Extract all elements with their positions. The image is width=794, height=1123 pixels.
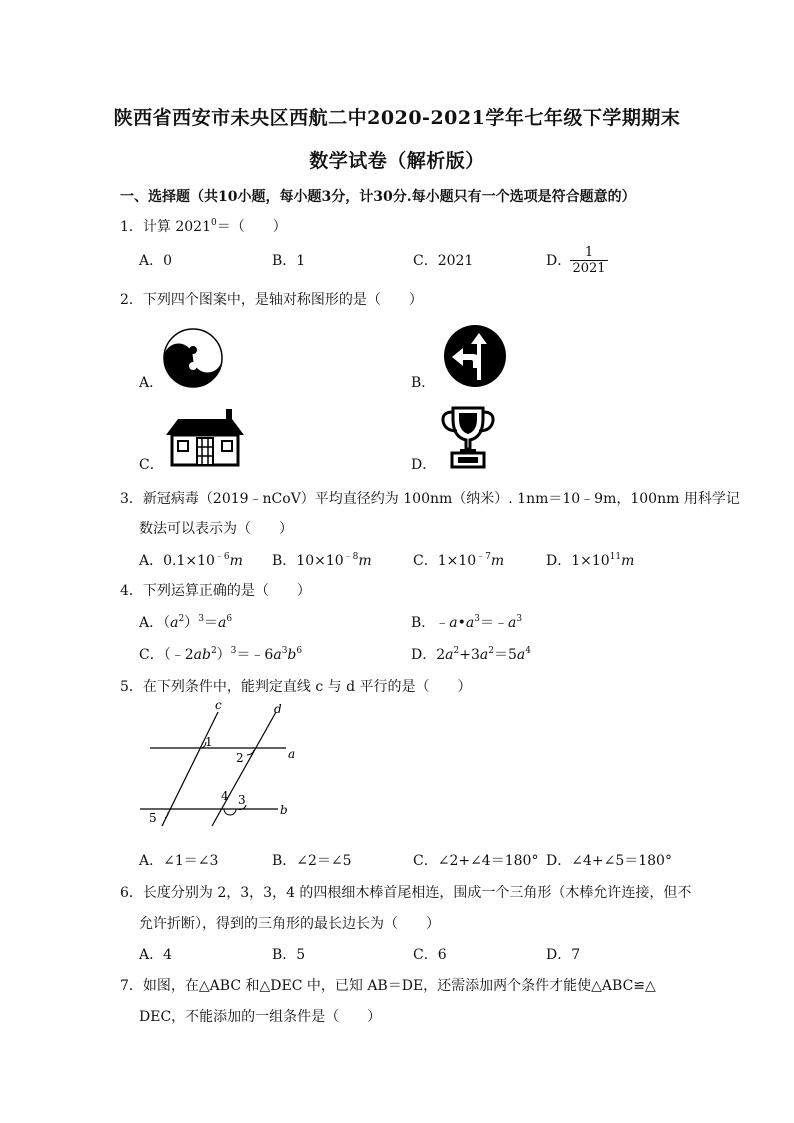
angle-5-arc [165,812,168,818]
label-angle-5: 5 [149,811,157,825]
q2-option-c: C． [139,457,164,473]
q1-option-c: C．2021 [413,253,474,269]
parallel-lines-figure [138,700,298,830]
question-5-stem: 5．在下列条件中，能判定直线 c 与 d 平行的是（ ） [120,679,472,695]
fraction-denominator: 2021 [570,260,608,276]
q6-option-a: A．4 [139,947,173,963]
q1-option-b: B．1 [272,253,306,269]
q2-option-a: A． [139,375,164,391]
exam-title-line1: 陕西省西安市未央区西航二中2020-2021学年七年级下学期期末 [113,107,681,129]
road-sign-icon [443,324,507,388]
q2-option-d: D． [411,457,437,473]
label-a: a [288,747,296,761]
q1-option-a: A．0 [139,253,173,269]
yin-yang-icon [163,328,223,388]
label-d: d [274,702,282,716]
label-angle-1: 1 [205,735,213,749]
q3-option-a: A．$0.1\times 10^{﹣6}m$ [139,552,243,569]
question-1-stem: 1．计算 $2021^0=$（ ） [120,218,287,235]
section-heading: 一、选择题（共10小题，每小题3分，计30分.每小题只有一个选项是符合题意的） [120,189,636,205]
q5-option-a: A．∠1＝∠3 [139,853,219,869]
label-angle-2: 2 [236,751,244,765]
q1-option-d-fraction [570,245,608,276]
q4-option-d: D．$2a^2+3a^2=5a^4$ [411,646,531,663]
fraction-numerator: 1 [584,245,594,260]
question-4-stem: 4．下列运算正确的是（ ） [120,583,311,599]
q3-option-c: C．$1\times 10^{﹣7}m$ [413,552,505,569]
q4-option-c: C．$(﹣2ab^2)^3=﹣6a^3b^6$ [139,646,303,663]
trophy-icon [440,405,496,469]
q3-option-d: D．$1\times 10^{11}m$ [546,552,635,569]
label-b: b [280,803,288,817]
question-6-stem-line2: 允许折断），得到的三角形的最长边长为（ ） [139,916,440,932]
question-2-stem: 2．下列四个图案中，是轴对称图形的是（ ） [120,292,423,308]
q4-option-b: B．$﹣a•a^3=﹣a^3$ [411,614,523,631]
q4-option-a: A．$(a^2)^3=a^6$ [139,614,233,631]
angle-4-arc [224,809,236,815]
question-3-stem-line1: 3．新冠病毒（2019﹣nCoV）平均直径约为 100nm（纳米）. 1nm＝10﹣9m，100nm 用科学记 [120,491,740,507]
q5-option-d: D．∠4+∠5＝180° [546,853,672,869]
q1-option-d: D． [546,253,572,269]
q3-option-b: B．$10\times 10^{﹣8}m$ [272,552,372,569]
q6-option-c: C．6 [413,947,447,963]
question-7-stem-line2: DEC，不能添加的一组条件是（ ） [139,1009,382,1025]
q2-option-b: B． [411,375,436,391]
question-3-stem-line2: 数法可以表示为（ ） [139,521,293,537]
label-angle-3: 3 [238,793,246,807]
exam-title-line2: 数学试卷（解析版） [309,150,485,172]
q6-option-d: D．7 [546,947,581,963]
question-6-stem-line1: 6．长度分别为 2，3，3，4 的四根细木棒首尾相连，围成一个三角形（木棒允许连接，但不 [120,885,692,901]
q5-option-b: B．∠2＝∠5 [272,853,352,869]
q6-option-b: B．5 [272,947,306,963]
label-c: c [215,700,222,712]
house-icon [164,407,246,467]
question-7-stem-line1: 7．如图，在△ABC 和△DEC 中，已知 AB＝DE，还需添加两个条件才能使△ABC≌△ [120,978,656,994]
q5-option-c: C．∠2+∠4＝180° [413,853,539,869]
label-angle-4: 4 [221,789,229,803]
